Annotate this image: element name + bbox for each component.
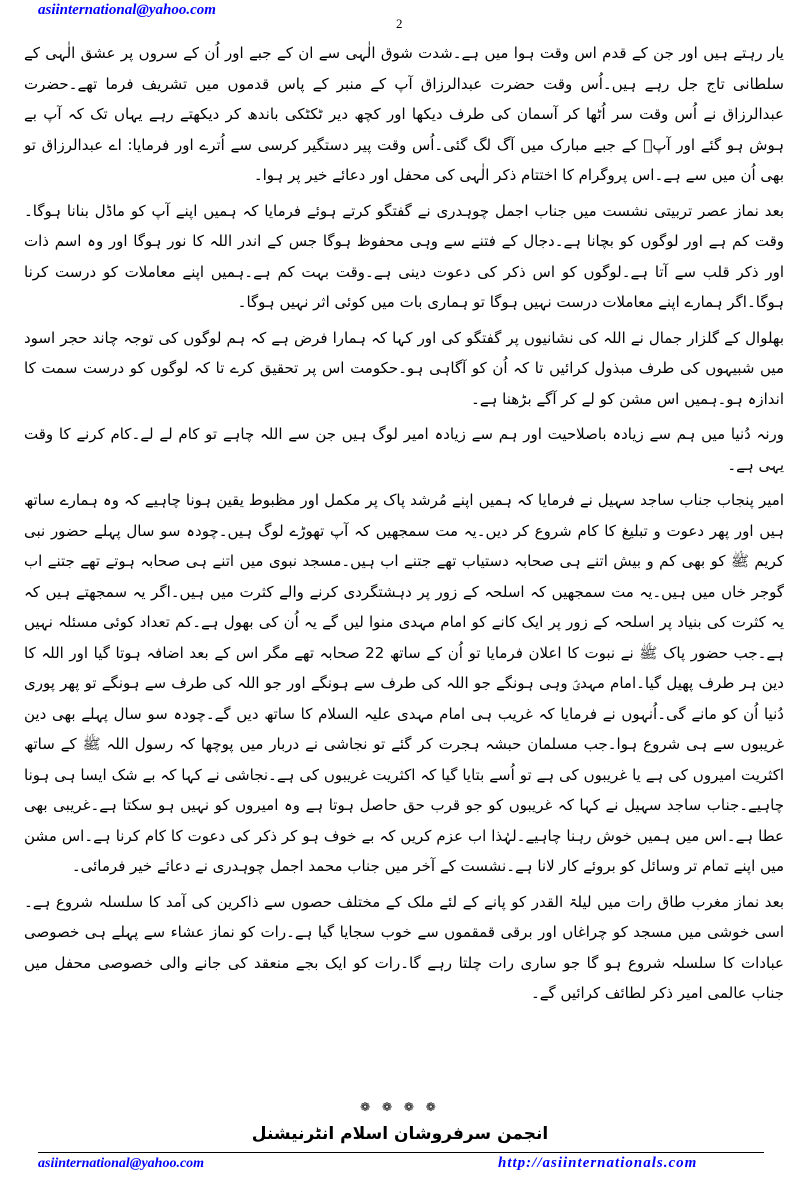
footer-website-link[interactable]: http://asiinternationals.com [498, 1155, 698, 1171]
footer-email-link[interactable]: asiinternational@yahoo.com [38, 1156, 205, 1171]
paragraph-gulzar-jamal: بھلوال کے گلزار جمال نے اللہ کی نشانیوں پر گفتگو کی اور کہا کہ ہمارا فرض ہے کہ ہم لوگوں کی توجہ چاند حجر اسود میں شبیہوں کی طرف مبذول کرائیں تا کہ اُن کو آگاہی ہو۔حکومت اس پر تحقیق کرے تا کہ لوگوں کو درست سمت کا اندازہ ہو۔ہمیں اس مشن کو لے کر آگے بڑھنا ہے۔ [24, 328, 784, 408]
header-email-link[interactable]: asiinternational@yahoo.com [38, 2, 216, 18]
paragraph-maghrib-night: بعد نماز مغرب طاق رات میں لیلۃ القدر کو پانے کے لئے ملک کے مختلف حصوں سے ذاکرین کی آمد کا سلسلہ شروع ہے۔اسی خوشی میں مسجد کو چراغاں اور برقی قمقموں سے خوب سجایا گیا ہے۔رات کو نماز عشاء سے پہلے ہی خصوصی عبادات کا سلسلہ شروع ہو گا جو ساری رات چلتا رہے گا۔رات کو ایک بجے منعقد کی جانے والی خصوصی محفل میں جناب عالمی امیر ذکر لطائف کرائیں گے۔ [24, 892, 784, 1002]
paragraph-sajid-sohail: امیر پنجاب جناب ساجد سہیل نے فرمایا کہ ہمیں اپنے مُرشد پاک پر مکمل اور مظبوط یقین ہونا چاہیے کہ وہ ہمارے ساتھ ہیں اور پھر دعوت و تبلیغ کا کام شروع کر دیں۔یہ مت سمجھیں کہ آپ تھوڑے لوگ ہیں۔چودہ سو سال پہلے حضور نبی کریم ﷺ کو بھی کم و بیش اتنے ہی صحابہ دستیاب تھے جتنے اب ہیں۔مسجد نبوی میں اتنے ہی صحابہ ہوتے تھے جتنے اب گوجر خاں میں ہیں۔یہ مت سمجھیں کہ اسلحہ کے زور پر دہشتگردی کرنے والے کثرت میں ہیں۔اگر یہ سمجھتے ہیں کہ یہ کثرت کی بنیاد پر اسلحہ کے زور پر ایک کانے کو امام مہدی منوا لیں گے یہ اُن کی بھول ہے۔کم تعداد کوئی مسئلہ نہیں ہے۔جب حضور پاک ﷺ نے نبوت کا اعلان فرمایا تو اُن کے ساتھ 22 صحابہ تھے مگر اس کے بعد اضافہ ہوتا گیا اور اللہ کا دین ہر طرف پھیل گیا۔امام مہدیؑ وہی ہونگے جو اللہ کی طرف سے ہونگے اور جو اللہ کی طرف سے ہونگے تو پھر پوری دُنیا اُن کو مانے گی۔اُنہوں نے فرمایا کہ غریب ہی امام مہدی علیہ السلام کا ساتھ دیں گے۔چودہ سو سال پہلے بھی دین غریبوں سے ہی شروع ہوا۔جب مسلمان حبشہ ہجرت کر گئے تو نجاشی نے دربار میں پوچھا کہ رسول اللہ ﷺ کے ساتھ اکثریت امیروں کی ہے یا غریبوں کی ہے تو اُسے بتایا گیا کہ اکثریت غریبوں کی ہے۔نجاشی نے کہا کہ بے شک ایسا ہی ہونا چاہیے۔جناب ساجد سہیل نے کہا کہ غریبوں کو جو قرب حق حاصل ہوتا ہے وہ امیروں کو نہیں ہو سکتا ہے۔غریبی بھی عطا ہے۔اس میں ہمیں خوش رہنا چاہیے۔لہٰذا اب عزم کریں کہ بے خوف ہو کر ذکر کی دعوت کا کام کرنا ہے۔اس مشن میں اپنے تمام تر وسائل کو بروئے کار لانا ہے۔نشست کے آخر میں جناب محمد اجمل چوہدری نے دعائے خیر فرمائی۔ [24, 491, 784, 875]
paragraph-ajmal-talk: بعد نماز عصر تربیتی نشست میں جناب اجمل چوہدری نے گفتگو کرتے ہوئے فرمایا کہ ہمیں اپنے آپ کو ماڈل بنانا ہوگا۔وقت کم ہے اور لوگوں کو بچانا ہے۔دجال کے فتنے سے وہی محفوظ ہوگا جس کے اندر اللہ کا نور ہوگا اور وہ اسم ذات اور ذکر قلب سے آتا ہے۔لوگوں کو اس ذکر کی دعوت دینی ہے۔وقت بہت کم ہے۔ہمیں اپنے معاملات کو درست کرنا ہوگا۔اگر ہمارے اپنے معاملات درست نہیں ہوگا تو ہماری بات میں کوئی اثر نہیں ہوگا۔ [24, 201, 784, 311]
paragraph-world-capable: ورنہ دُنیا میں ہم سے زیادہ باصلاحیت اور ہم سے زیادہ امیر لوگ ہیں جن سے اللہ چاہے تو کام لے لے۔کام کرنے کا وقت یہی ہے۔ [24, 425, 784, 474]
organization-name: انجمن سرفروشان اسلام انٹرنیشنل [251, 1124, 549, 1144]
article-body [24, 38, 784, 1014]
paragraph-ceremony: یار رہتے ہیں اور جن کے قدم اس وقت ہوا میں ہے۔شدت شوق الٰہی سے ان کے جبے اور اُن کے سروں پر عشق الٰہی کے سلطانی تاج جل رہے ہیں۔اُس وقت حضرت عبدالرزاق آپ کے منبر کے پاس قدموں میں تشریف فرما تھے۔حضرت عبدالرزاق نے اُس وقت سر اُٹھا کر آسمان کی طرف دیکھا اور کچھ دیر ٹکٹکی باندھ کر دیکھتے رہے یہاں تک کہ آپ بے ہوش ہو گئے اور آپؒ کے جبے مبارک میں آگ لگ گئی۔اُس وقت پیر دستگیر کرسی سے اُترے اور فرمایا: اے عبدالرزاق تو بھی اُن میں سے ہے۔اس پروگرام کا اختتام ذکر الٰہی کی محفل اور دعائے خیر پر ہوا۔ [24, 44, 784, 184]
divider-ornament-icon: ❁ ❁ ❁ ❁ [360, 1100, 440, 1114]
page-number: 2 [396, 16, 403, 31]
footer-divider [38, 1152, 764, 1153]
